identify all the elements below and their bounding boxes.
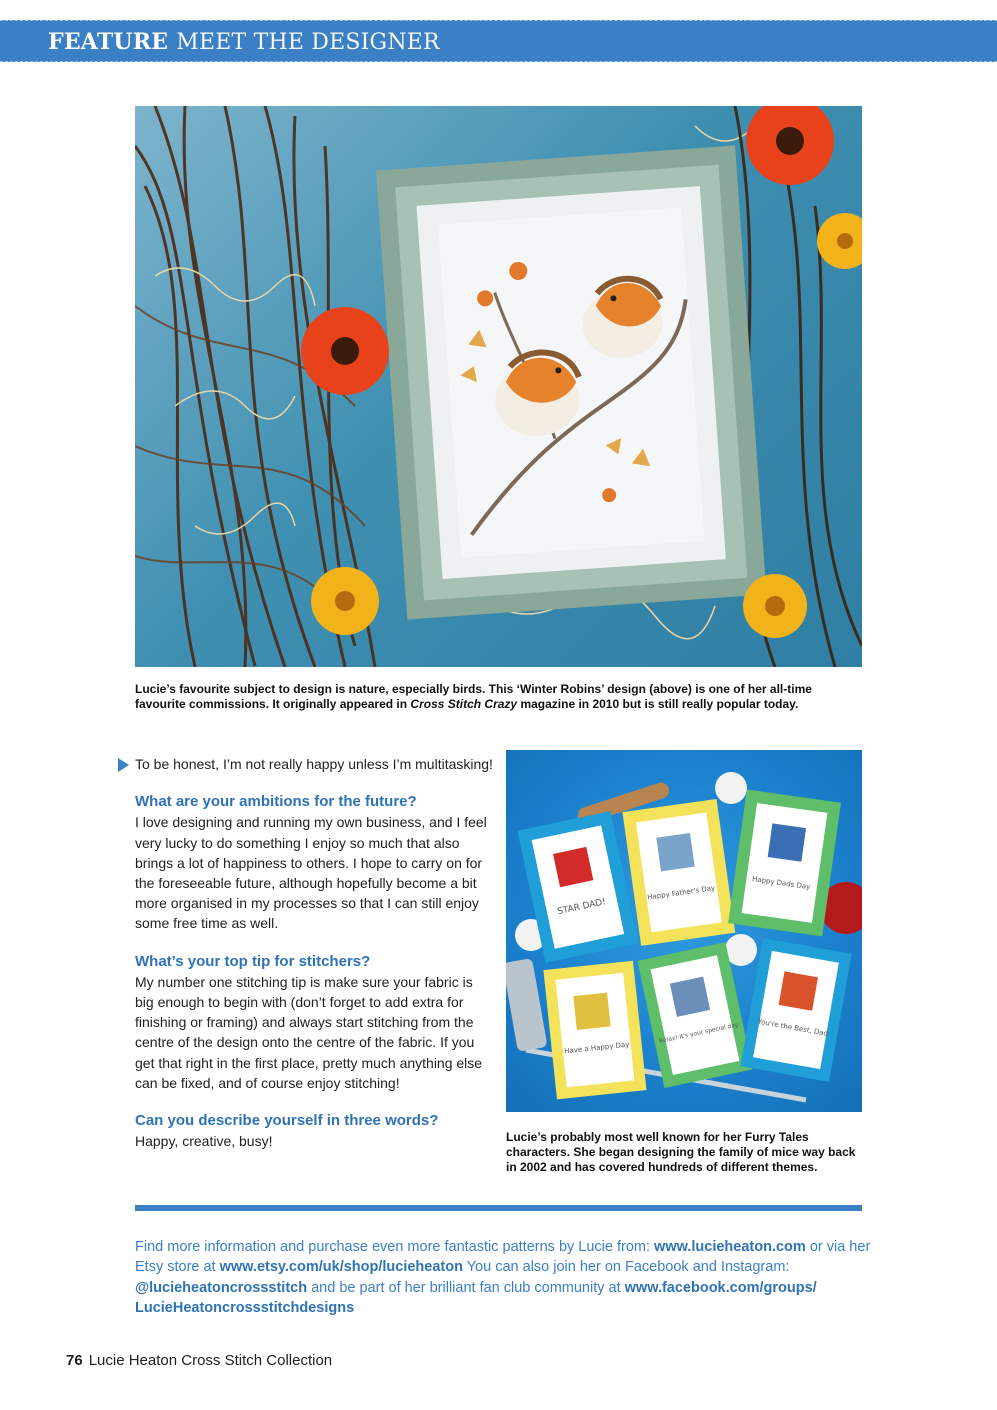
card-label-fathers-day: Happy Father's Day bbox=[646, 884, 716, 902]
answer-tip: My number one stitching tip is make sure your fabric is big enough to begin with (don’t forget to add extra for finishing or framing) and always start stitching from the centre of the design onto the centre of the fabric. If you get that right in the first place, pretty much anything else can be fixed, and of course enjoy stitching! bbox=[135, 973, 483, 1091]
card-label-dads-day: Happy Dads Day bbox=[751, 875, 811, 892]
section-header bbox=[48, 29, 440, 55]
website-link[interactable]: www.lucieheaton.com bbox=[654, 1239, 806, 1255]
info-text-1: Find more information and purchase even more fantastic patterns by Lucie from: bbox=[135, 1239, 655, 1255]
continuation-arrow-icon bbox=[118, 758, 129, 772]
robins-caption bbox=[135, 682, 862, 712]
winter-robins-photo bbox=[135, 106, 862, 667]
section-title: MEET THE DESIGNER bbox=[176, 30, 440, 55]
answer-three-words: Happy, creative, busy! bbox=[135, 1133, 273, 1150]
question-future: What are your ambitions for the future? bbox=[135, 793, 417, 811]
page-number: 76 bbox=[66, 1352, 83, 1369]
furry-tales-illustration bbox=[506, 750, 862, 1112]
answer-future: I love designing and running my own business, and I feel very lucky to do something I enjoy so much that also brings a lot of happiness to others. I hope to carry on for the foreseeable future, although hopefully become a bit more organised in my processes so that I can still enjoy some free time as well. bbox=[135, 814, 487, 932]
furry-tales-photo bbox=[506, 750, 862, 1112]
card-label-happy-day: Have a Happy Day bbox=[563, 1040, 630, 1056]
info-text-3: You can also join her on Facebook and Instagram: bbox=[462, 1259, 790, 1276]
card-label-relax: Relax! It's your special day bbox=[658, 1021, 740, 1046]
winter-robins-illustration bbox=[135, 106, 862, 667]
more-info-box bbox=[135, 1237, 875, 1318]
section-header-bar bbox=[0, 20, 997, 62]
intro-paragraph: To be honest, I’m not really happy unless I’m multitasking! bbox=[135, 756, 493, 772]
robins-caption-part2: magazine in 2010 but is still really popular today. bbox=[517, 697, 799, 711]
card-label-best-dad: You're the Best, Dad bbox=[757, 1017, 829, 1038]
question-three-words: Can you describe yourself in three words? bbox=[135, 1112, 439, 1130]
question-tip: What’s your top tip for stitchers? bbox=[135, 952, 371, 970]
etsy-link[interactable]: www.etsy.com/uk/shop/lucieheaton bbox=[219, 1259, 463, 1276]
section-divider bbox=[135, 1205, 862, 1211]
instagram-handle[interactable]: @lucieheatoncrossstitch bbox=[135, 1279, 308, 1296]
interview-column bbox=[135, 754, 495, 1151]
facebook-group-link[interactable]: www.facebook.com/groups/ LucieHeatoncrossstitchdesigns bbox=[135, 1279, 817, 1316]
robins-caption-part1: Lucie’s favourite subject to design is nature, especially birds. This ‘Winter Robins’ design (above) is one of her all-time favourite commissions. It originally appeared in bbox=[135, 682, 812, 711]
card-label-star-dad: STAR DAD! bbox=[556, 897, 607, 918]
section-label: FEATURE bbox=[48, 29, 169, 55]
info-text-4: and be part of her brilliant fan club community at bbox=[307, 1279, 625, 1296]
furry-tales-caption: Lucie’s probably most well known for her Furry Tales characters. She began designing the family of mice way back in 2002 and has covered hundreds of different themes. bbox=[506, 1130, 856, 1174]
magazine-title: Cross Stitch Crazy bbox=[410, 697, 518, 711]
info-text-2: or via her Etsy store at bbox=[135, 1239, 871, 1276]
publication-title: Lucie Heaton Cross Stitch Collection bbox=[88, 1352, 333, 1369]
page-footer bbox=[66, 1352, 332, 1369]
